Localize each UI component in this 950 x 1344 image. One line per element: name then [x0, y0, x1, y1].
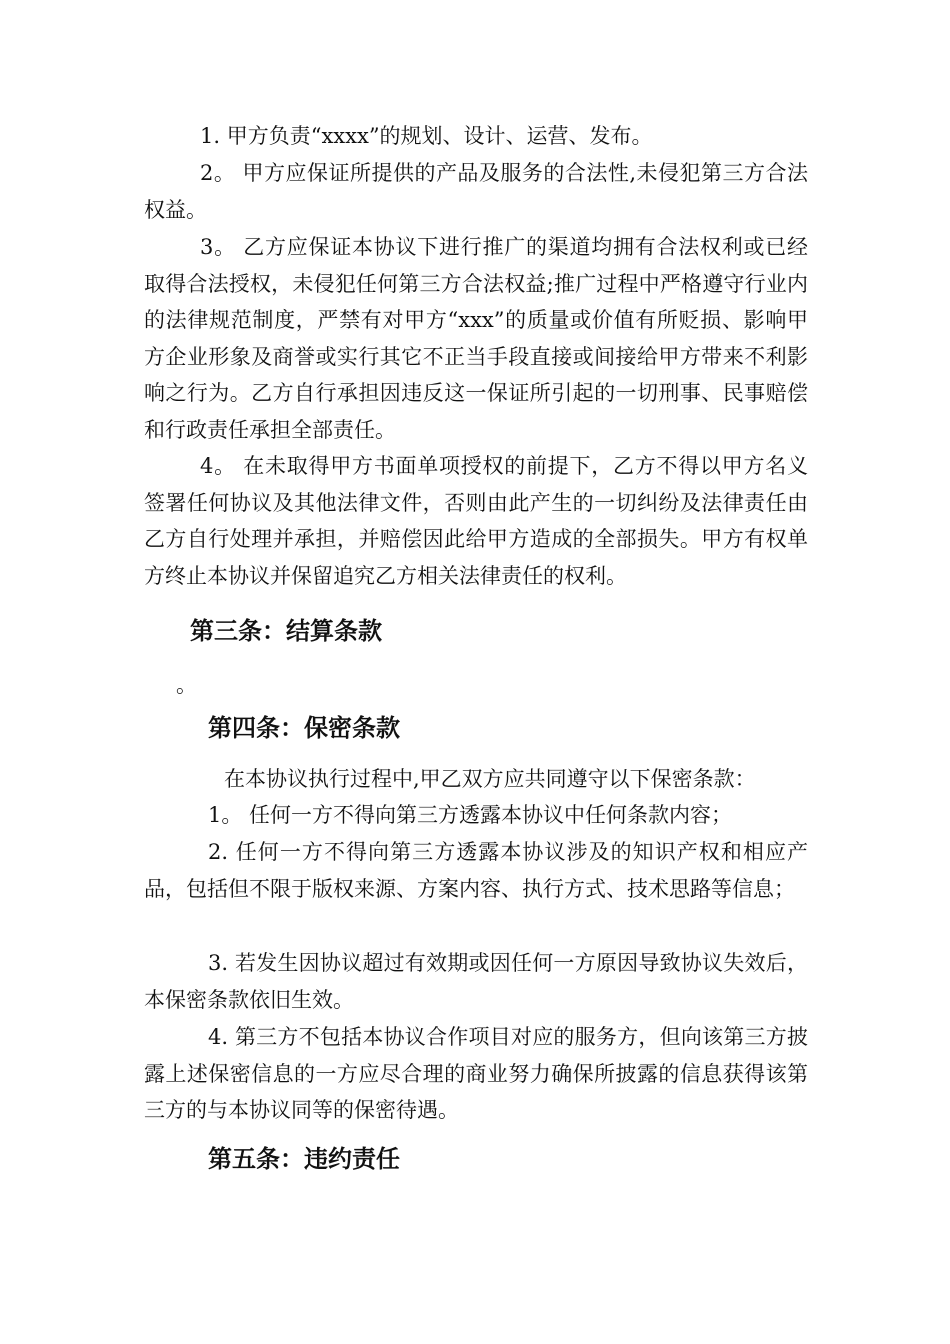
clause-2-item-4: 4。 在未取得甲方书面单项授权的前提下，乙方不得以甲方名义签署任何协议及其他法律文件，否则由此产生的一切纠纷及法律责任由乙方自行处理并承担，并赔偿因此给甲方造成的全部损失。甲方有权单方终止本协议并保留追究乙方相关法律责任的权利。	[144, 454, 808, 588]
section-4-heading: 第四条：保密条款	[208, 714, 400, 742]
section-4-item-2: 2. 任何一方不得向第三方透露本协议涉及的知识产权和相应产品，包括但不限于版权来源、方案内容、执行方式、技术思路等信息；	[144, 840, 808, 901]
section-4-item-1: 1。 任何一方不得向第三方透露本协议中任何条款内容；	[208, 803, 733, 827]
clause-2-item-3: 3。 乙方应保证本协议下进行推广的渠道均拥有合法权利或已经取得合法授权，未侵犯任何第三方合法权益;推广过程中严格遵守行业内的法律规范制度，严禁有对甲方“xxx”的质量或价值有所贬损、影响甲方企业形象及商誉或实行其它不正当手段直接或间接给甲方带来不利影响之行为。乙方自行承担因违反这一保证所引起的一切刑事、民事赔偿和行政责任承担全部责任。	[144, 235, 808, 442]
section-3-body: 。	[176, 673, 197, 697]
section-4-intro: 在本协议执行过程中,甲乙双方应共同遵守以下保密条款：	[224, 767, 756, 791]
section-3-heading: 第三条：结算条款	[190, 617, 382, 645]
clause-2-item-1: 1. 甲方负责“xxxx”的规划、设计、运营、发布。	[200, 124, 653, 148]
section-5-heading: 第五条：违约责任	[208, 1145, 400, 1173]
section-4-item-3: 3. 若发生因协议超过有效期或因任何一方原因导致协议失效后，本保密条款依旧生效。	[144, 951, 808, 1012]
section-4-item-4: 4. 第三方不包括本协议合作项目对应的服务方，但向该第三方披露上述保密信息的一方应尽合理的商业努力确保所披露的信息获得该第三方的与本协议同等的保密待遇。	[144, 1025, 808, 1122]
clause-2-item-2: 2。 甲方应保证所提供的产品及服务的合法性,未侵犯第三方合法权益。	[144, 161, 808, 222]
